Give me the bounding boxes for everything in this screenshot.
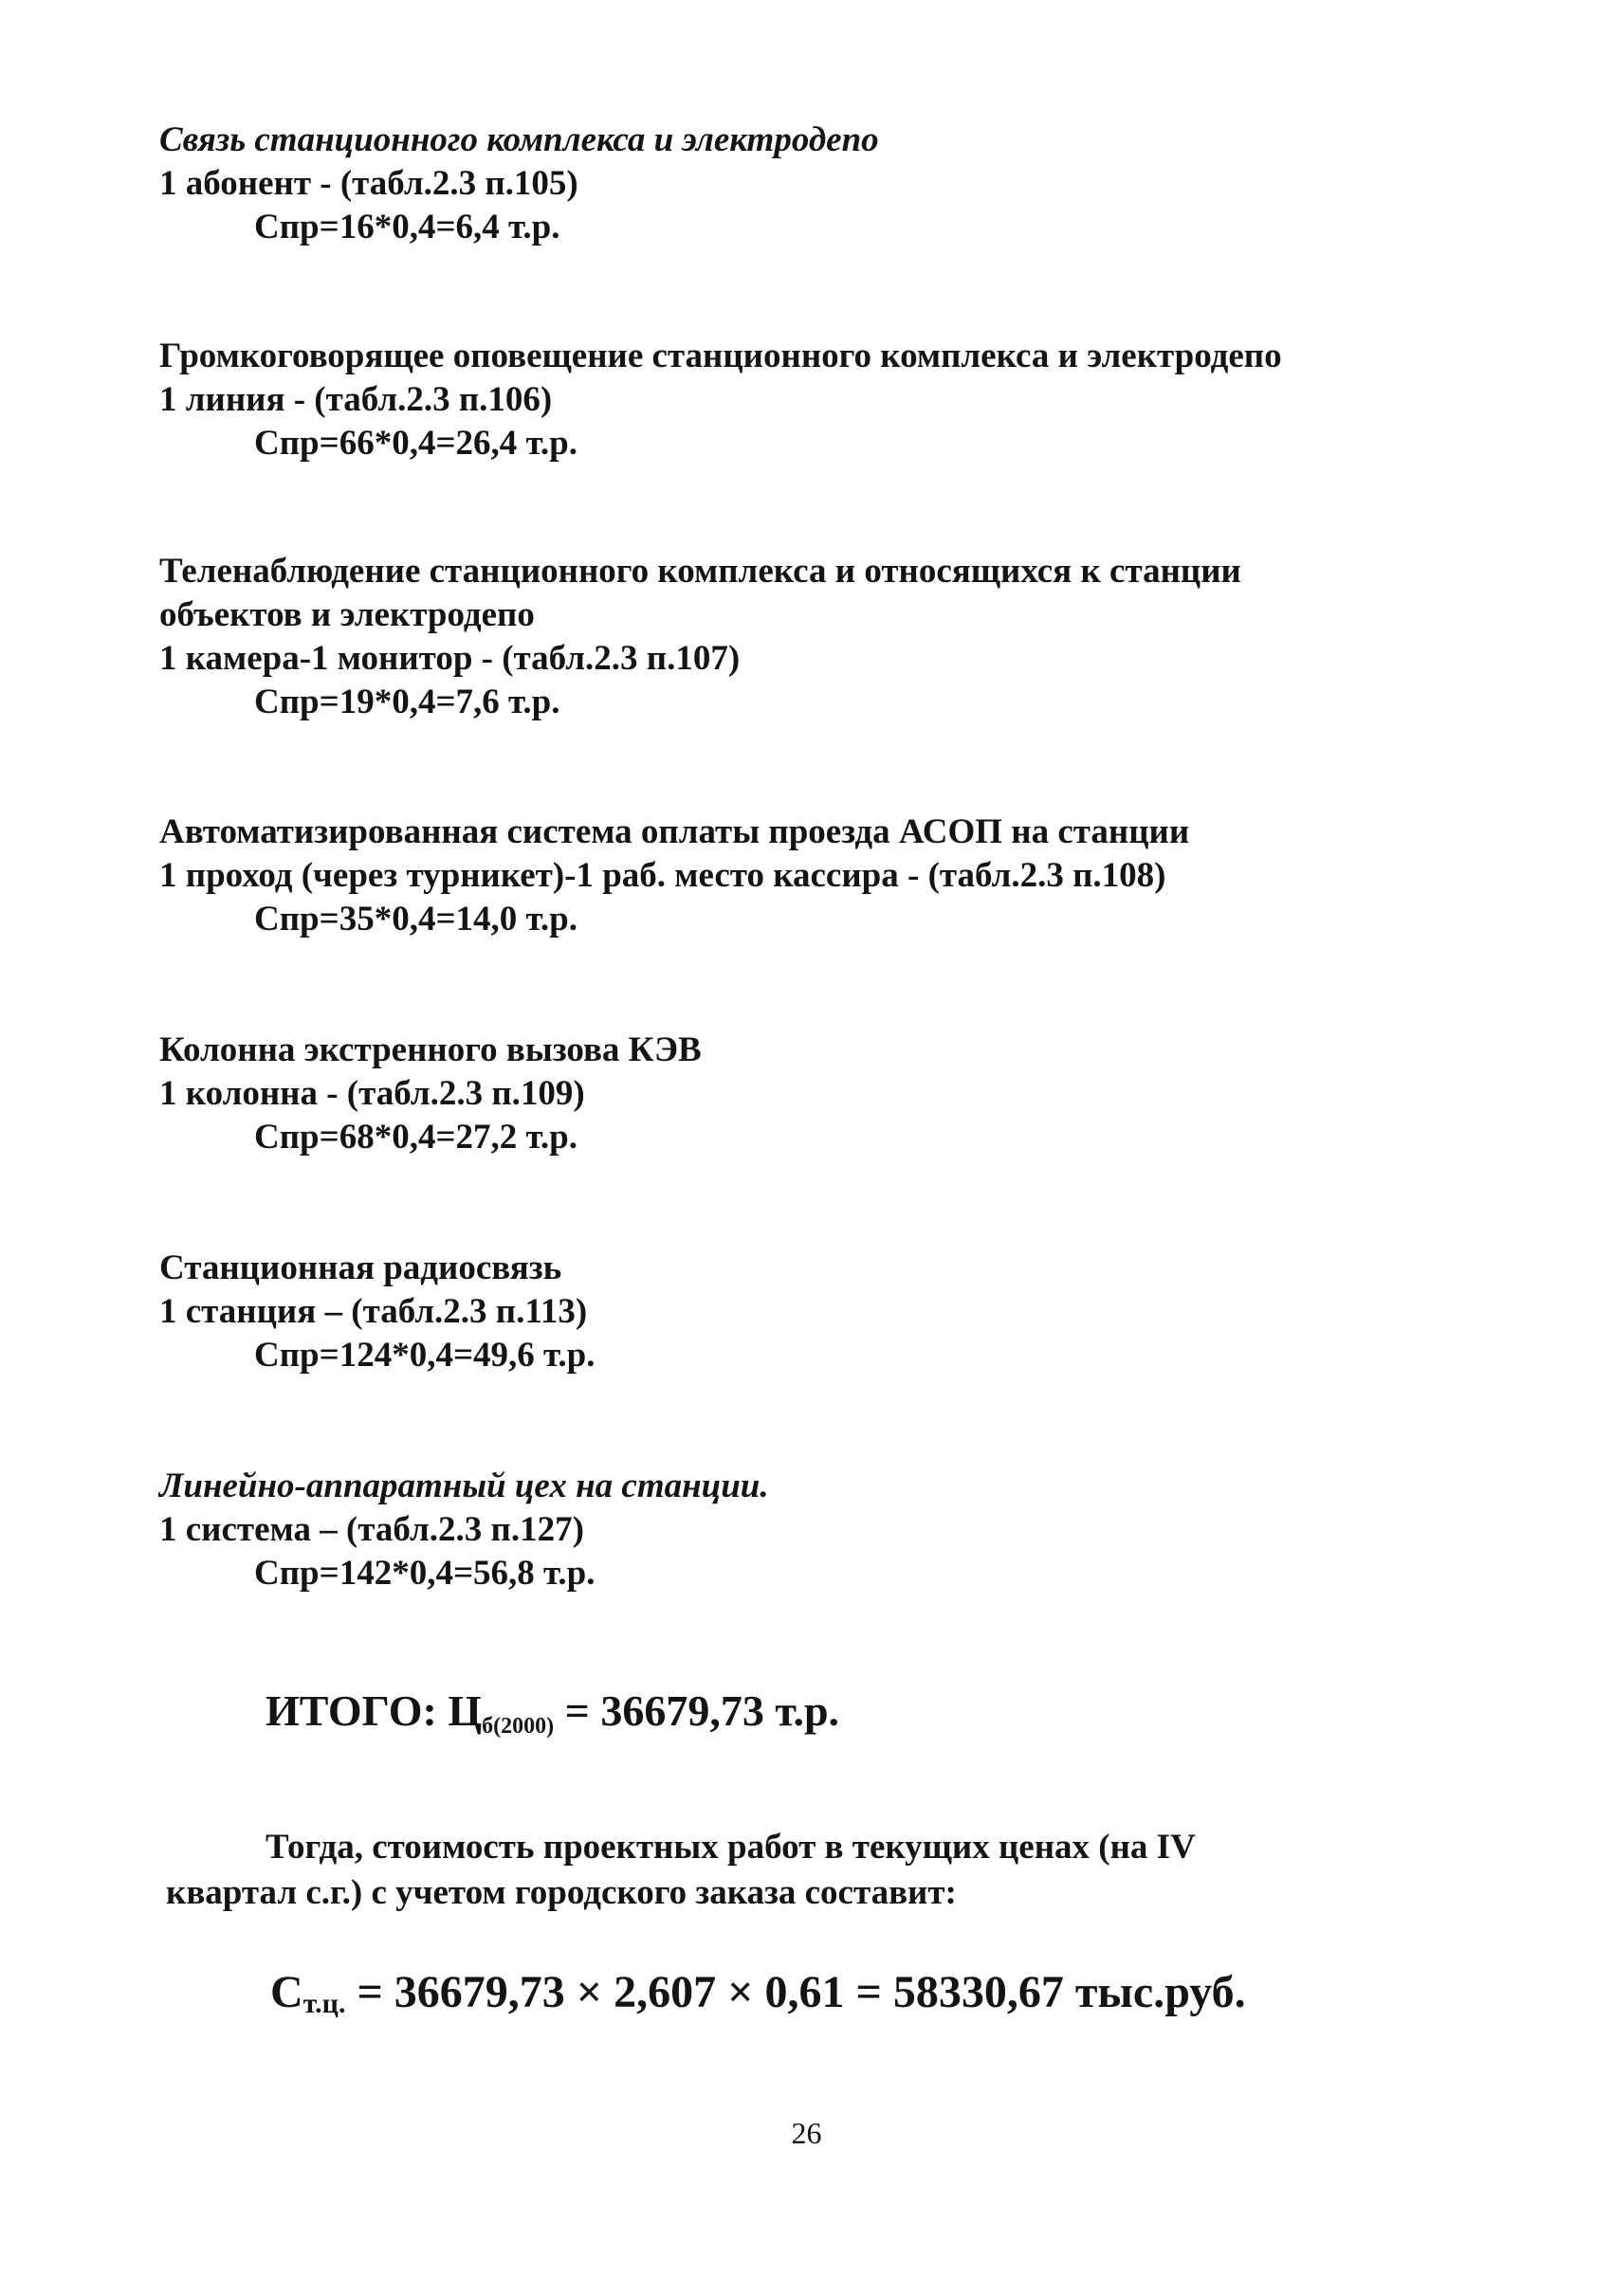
section-fare-system xyxy=(159,811,1468,941)
section-reference: 1 станция – (табл.2.3 п.113) xyxy=(159,1292,588,1331)
section-formula: Спр=16*0,4=6,4 т.р. xyxy=(254,208,560,246)
section-formula: Спр=124*0,4=49,6 т.р. xyxy=(254,1336,596,1375)
section-reference: 1 линия - (табл.2.3 п.106) xyxy=(159,380,553,419)
total-label: ИТОГО: Ц xyxy=(266,1686,483,1735)
final-cost-formula xyxy=(270,1962,1246,2034)
section-title-continued: объектов и электродепо xyxy=(159,595,535,634)
section-title: Линейно-аппаратный цех на станции. xyxy=(159,1467,769,1505)
section-title: Громкоговорящее оповещение станционного комплекса и электродепо xyxy=(159,337,1282,375)
section-title: Станционная радиосвязь xyxy=(159,1248,562,1287)
section-communication xyxy=(159,118,1468,249)
section-radio xyxy=(159,1247,1468,1377)
total-line xyxy=(266,1683,839,1755)
total-value: = 36679,73 т.р. xyxy=(554,1686,840,1735)
section-formula: Спр=66*0,4=26,4 т.р. xyxy=(254,424,578,463)
section-title: Колонна экстренного вызова КЭВ xyxy=(159,1030,702,1069)
section-public-address xyxy=(159,335,1468,465)
final-symbol: С xyxy=(270,1967,303,2017)
conclusion-paragraph xyxy=(166,1825,1304,1916)
total-subscript: б(2000) xyxy=(482,1714,555,1739)
conclusion-line-1: Тогда, стоимость проектных работ в текущих ценах (на IV xyxy=(266,1828,1196,1867)
section-cctv xyxy=(159,550,1468,724)
conclusion-line-2: квартал с.г.) с учетом городского заказа составит: xyxy=(166,1873,957,1912)
section-title: Теленаблюдение станционного комплекса и относящихся к станции xyxy=(159,552,1241,591)
section-line-workshop xyxy=(159,1465,1468,1595)
page-number: 26 xyxy=(791,2116,822,2150)
section-formula: Спр=35*0,4=14,0 т.р. xyxy=(254,900,578,938)
section-reference: 1 проход (через турникет)-1 раб. место кассира - (табл.2.3 п.108) xyxy=(159,856,1166,895)
section-reference: 1 абонент - (табл.2.3 п.105) xyxy=(159,164,578,203)
final-subscript: т.ц. xyxy=(302,1988,346,2019)
section-formula: Спр=142*0,4=56,8 т.р. xyxy=(254,1554,596,1593)
section-reference: 1 колонна - (табл.2.3 п.109) xyxy=(159,1074,585,1113)
section-formula: Спр=68*0,4=27,2 т.р. xyxy=(254,1118,578,1157)
section-title: Автоматизированная система оплаты проезда АСОП на станции xyxy=(159,812,1190,851)
section-reference: 1 камера-1 монитор - (табл.2.3 п.107) xyxy=(159,639,741,678)
section-formula: Спр=19*0,4=7,6 т.р. xyxy=(254,683,560,721)
section-title: Связь станционного комплекса и электродепо xyxy=(159,120,879,159)
section-emergency-call xyxy=(159,1029,1468,1159)
section-reference: 1 система – (табл.2.3 п.127) xyxy=(159,1510,584,1549)
final-expression: = 36679,73 × 2,607 × 0,61 = 58330,67 тыс.руб. xyxy=(345,1967,1246,2017)
